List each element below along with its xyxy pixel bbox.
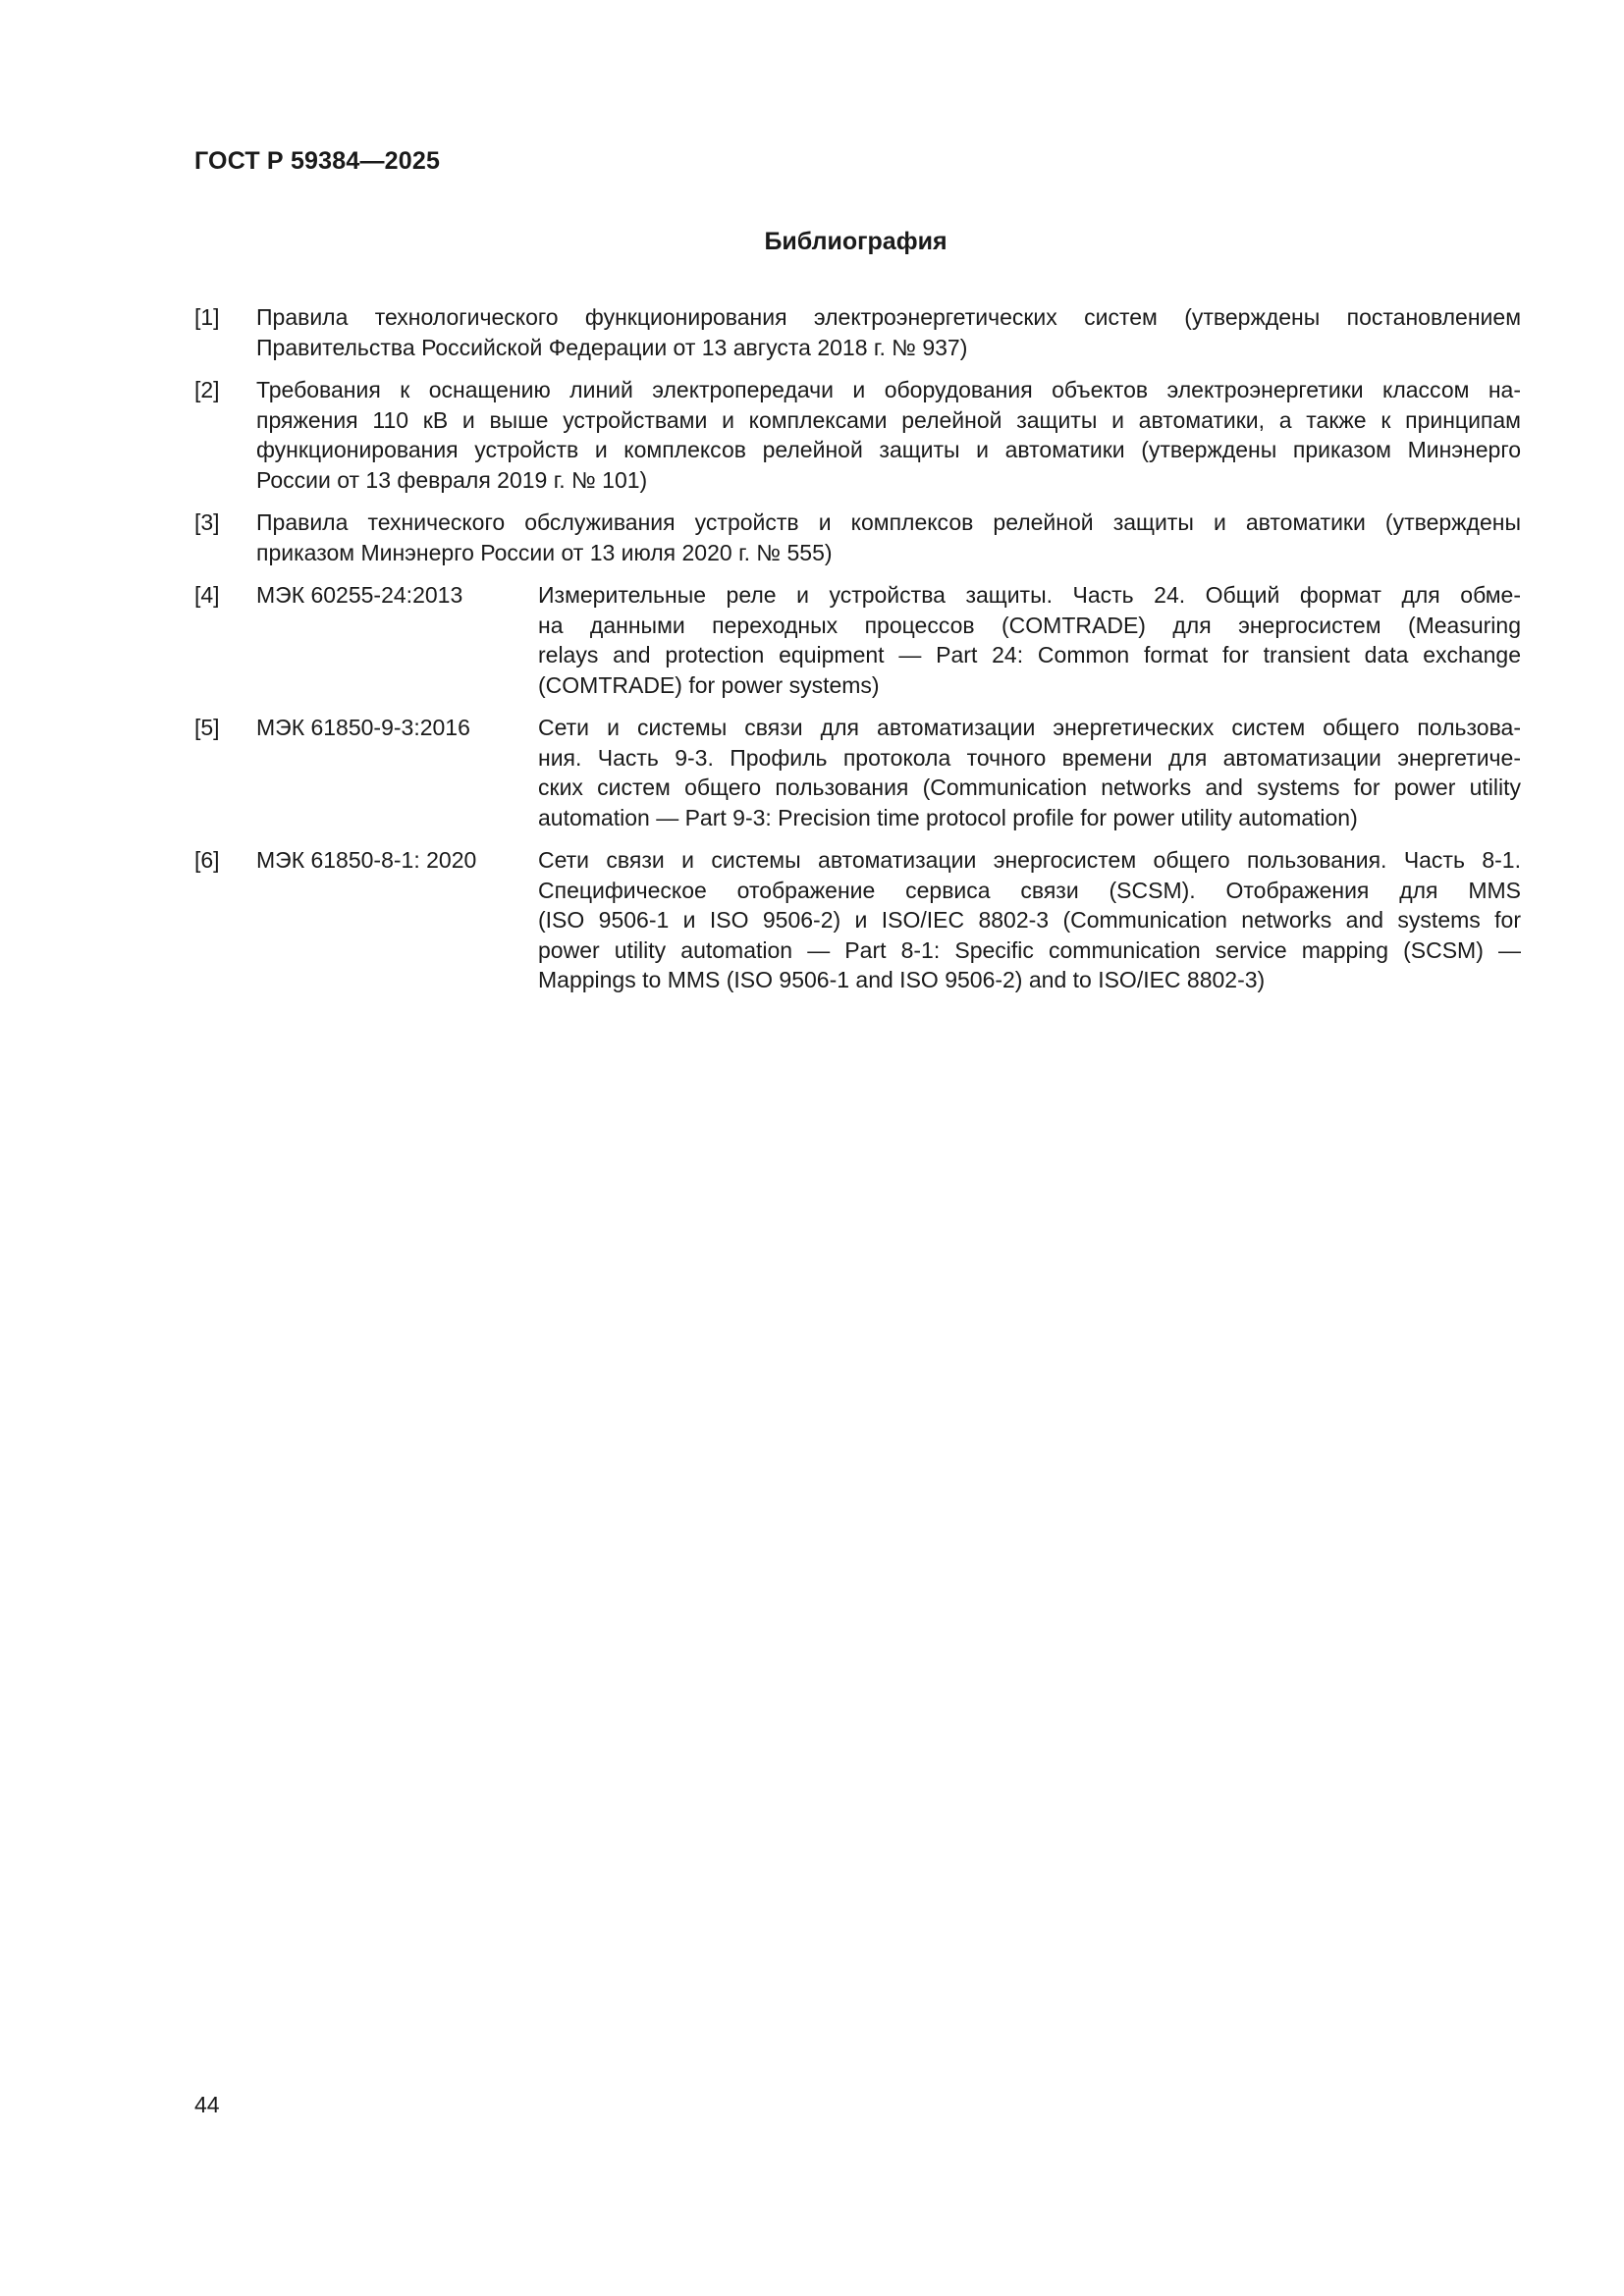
entry-text-line: приказом Минэнерго России от 13 июля 2020 г. № 555) [256,539,833,565]
section-title: Библиография [764,228,947,255]
entry-standard-code: МЭК 61850-8-1: 2020 [256,847,477,873]
entry-text [538,580,1521,700]
entry-text-line: России от 13 февраля 2019 г. № 101) [256,466,648,493]
entry-text-line: relays and protection equipment — Part 24: Common format for transient data exchange [538,642,1521,667]
entry-text-line: на данными переходных процессов (COMTRADE) для энергосистем (Measuring [538,612,1521,638]
entry-text-line: Правительства Российской Федерации от 13 августа 2018 г. № 937) [256,334,968,360]
entry-text-line: Измерительные реле и устройства защиты. Часть 24. Общий формат для обме- [538,582,1521,608]
entry-number: [2] [194,377,220,402]
entry-text-line: Правила технического обслуживания устройств и комплексов релейной защиты и автоматики (утверждены [256,509,1521,535]
entry-text-line: ния. Часть 9-3. Профиль протокола точного времени для автоматизации энергетиче- [538,744,1521,771]
entry-number: [1] [194,304,220,330]
entry-number: [4] [194,582,220,608]
bibliography-entry [194,580,1521,700]
bibliography-entry [194,375,1521,495]
entry-text-line: automation — Part 9-3: Precision time protocol profile for power utility automation) [538,804,1358,830]
entry-number: [6] [194,847,220,873]
entry-text [538,845,1521,995]
entry-standard-code: МЭК 60255-24:2013 [256,582,463,608]
entry-text-line: функционирования устройств и комплексов релейной защиты и автоматики (утверждены приказом Минэнерго [256,437,1521,462]
entry-text [256,375,1521,495]
entry-text-line: Mappings to MMS (ISO 9506-1 and ISO 9506-2) and to ISO/IEC 8802-3) [538,967,1266,992]
bibliography-entry [194,713,1521,832]
entry-text [538,713,1521,832]
entry-text-line: пряжения 110 кВ и выше устройствами и комплексами релейной защиты и автоматики, а также к принципам [256,406,1521,433]
entry-text-line: (ISO 9506-1 и ISO 9506-2) и ISO/IEC 8802-3 (Communication networks and systems for [538,907,1521,933]
entry-text-line: Правила технологического функционирования электроэнергетических систем (утверждены постановлением [256,304,1521,330]
entry-standard-code: МЭК 61850-9-3:2016 [256,715,470,740]
entry-number: [5] [194,715,220,740]
entry-text-line: (COMTRADE) for power systems) [538,671,880,698]
entry-text-line: Сети связи и системы автоматизации энергосистем общего пользования. Часть 8-1. [538,847,1521,873]
entry-text-line: ских систем общего пользования (Communication networks and systems for power utility [538,774,1521,800]
entry-number: [3] [194,509,220,535]
bibliography-list [194,302,1521,1008]
entry-text-line: power utility automation — Part 8-1: Specific communication service mapping (SCSM) — [538,936,1521,963]
entry-text-line: Специфическое отображение сервиса связи (SCSM). Отображения для MMS [538,877,1521,903]
document-header: ГОСТ Р 59384—2025 [194,147,441,175]
entry-text-line: Сети и системы связи для автоматизации энергетических систем общего пользова- [538,715,1521,740]
bibliography-entry [194,845,1521,995]
bibliography-entry [194,507,1521,567]
entry-text [256,302,1521,362]
page-number: 44 [194,2092,220,2117]
entry-text-line: Требования к оснащению линий электропередачи и оборудования объектов электроэнергетики классом на- [256,377,1521,402]
entry-text [256,507,1521,567]
bibliography-entry [194,302,1521,362]
